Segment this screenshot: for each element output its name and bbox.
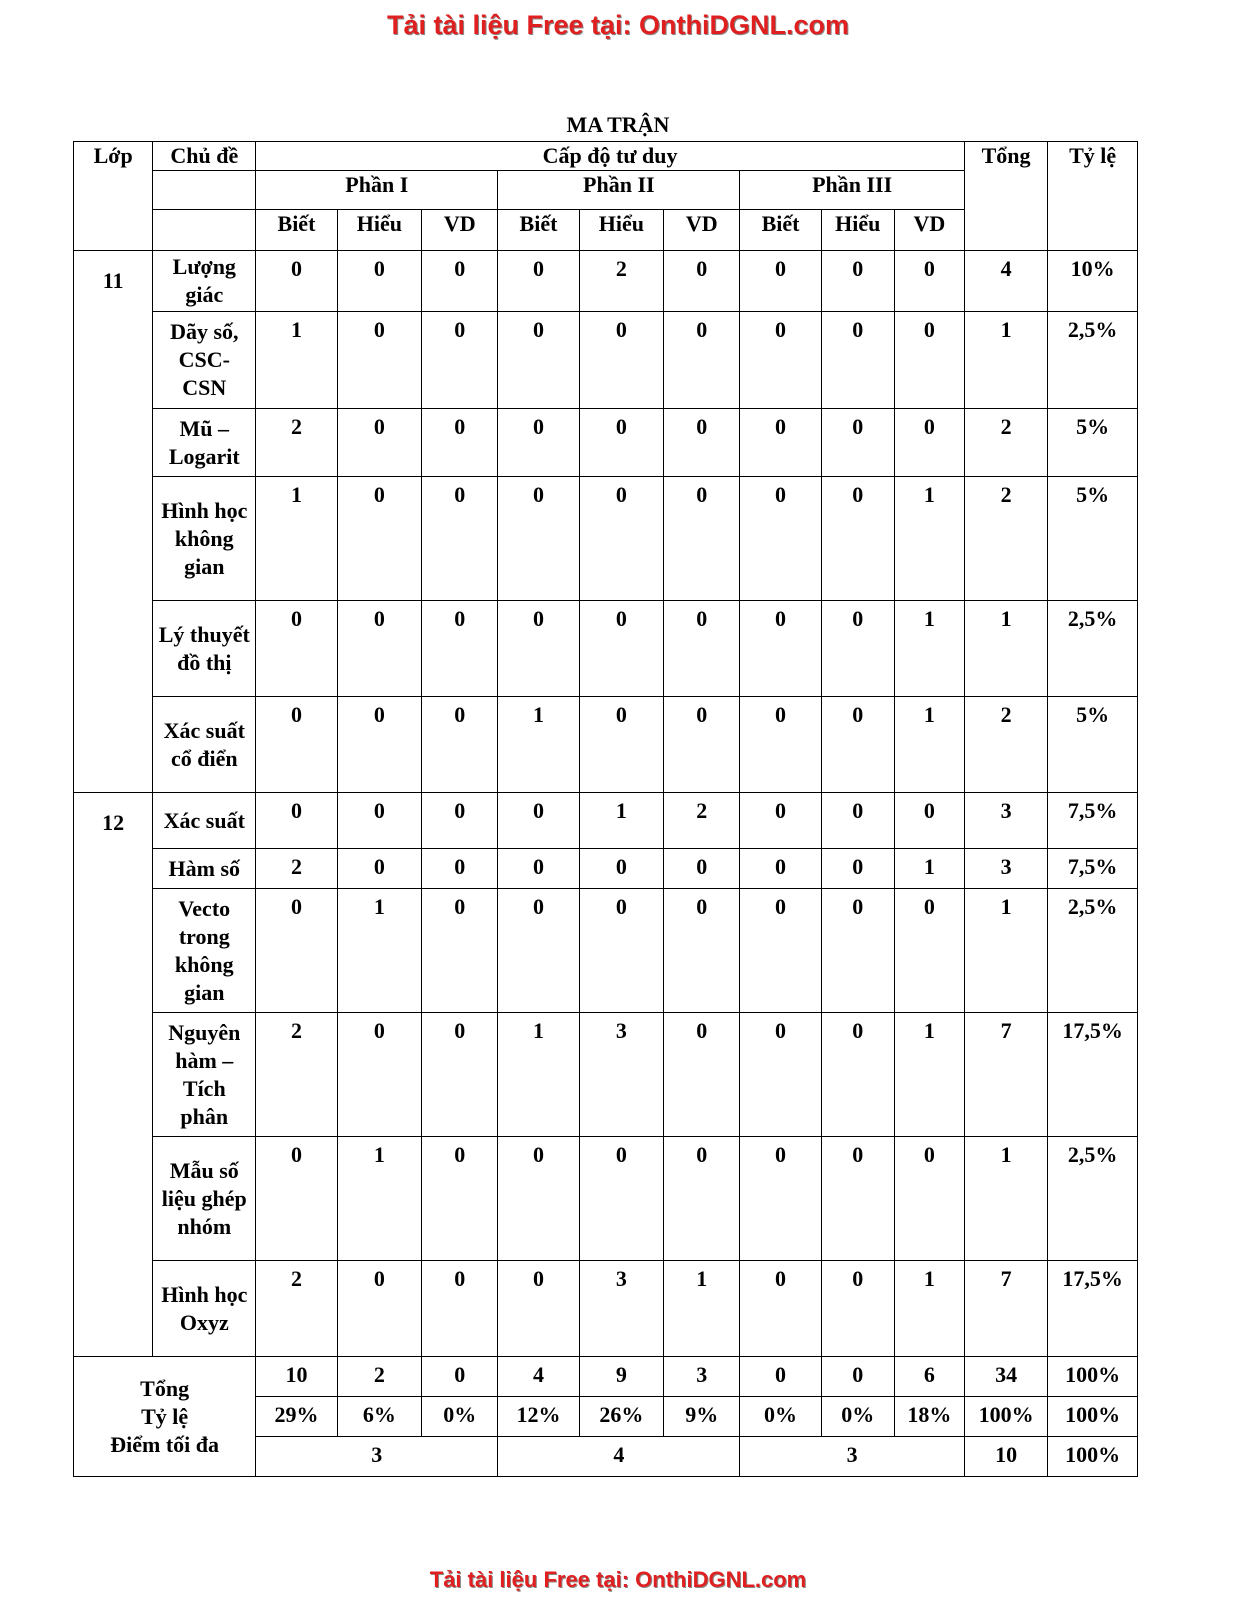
table-row — [74, 1013, 1138, 1137]
value-cell: 0 — [337, 1013, 421, 1137]
topic-cell: Vecto trong không gian — [153, 889, 256, 1013]
value-cell: 0 — [740, 1013, 821, 1137]
header-lop: Lớp — [74, 142, 153, 251]
table-row — [74, 849, 1138, 889]
total-cell: 2 — [964, 697, 1047, 793]
value-cell: 0 — [422, 1137, 498, 1261]
value-cell: 0 — [256, 889, 337, 1013]
header-tong: Tổng — [964, 142, 1047, 251]
sum-tyle-cell: 18% — [894, 1397, 964, 1437]
value-cell: 0 — [894, 1137, 964, 1261]
total-cell: 2 — [964, 477, 1047, 601]
header-chu-de: Chủ đề — [153, 142, 256, 171]
value-cell: 3 — [579, 1261, 663, 1357]
ratio-cell: 17,5% — [1048, 1261, 1138, 1357]
total-cell: 3 — [964, 793, 1047, 849]
value-cell: 0 — [498, 889, 579, 1013]
value-cell: 0 — [664, 601, 740, 697]
header-empty — [153, 210, 256, 251]
value-cell: 0 — [740, 1261, 821, 1357]
value-cell: 1 — [894, 601, 964, 697]
value-cell: 3 — [579, 1013, 663, 1137]
topic-cell: Mũ – Logarit — [153, 409, 256, 477]
value-cell: 0 — [821, 1261, 894, 1357]
value-cell: 0 — [821, 697, 894, 793]
ratio-cell: 5% — [1048, 697, 1138, 793]
value-cell: 0 — [579, 849, 663, 889]
value-cell: 0 — [664, 312, 740, 409]
sum-tyle-cell: 0% — [740, 1397, 821, 1437]
value-cell: 0 — [422, 697, 498, 793]
value-cell: 0 — [894, 889, 964, 1013]
sum-diem-total: 10 — [964, 1437, 1047, 1477]
value-cell: 0 — [422, 889, 498, 1013]
sum-tyle-cell: 12% — [498, 1397, 579, 1437]
sum-tyle-cell: 0% — [821, 1397, 894, 1437]
value-cell: 0 — [821, 1137, 894, 1261]
sum-tyle-cell: 6% — [337, 1397, 421, 1437]
topic-cell: Xác suất — [153, 793, 256, 849]
value-cell: 0 — [337, 251, 421, 312]
value-cell: 0 — [664, 697, 740, 793]
value-cell: 1 — [894, 1261, 964, 1357]
header-level: Hiểu — [337, 210, 421, 251]
value-cell: 0 — [498, 849, 579, 889]
total-cell: 3 — [964, 849, 1047, 889]
value-cell: 0 — [579, 889, 663, 1013]
value-cell: 1 — [894, 849, 964, 889]
value-cell: 1 — [337, 1137, 421, 1261]
sum-tong-cell: 0 — [740, 1357, 821, 1397]
ratio-cell: 17,5% — [1048, 1013, 1138, 1137]
page-title: MA TRẬN — [566, 112, 670, 137]
value-cell: 1 — [498, 697, 579, 793]
banner-top[interactable]: Tải tài liệu Free tại: OnthiDGNL.com — [386, 10, 850, 40]
value-cell: 0 — [422, 1013, 498, 1137]
topic-cell: Lý thuyết đồ thị — [153, 601, 256, 697]
value-cell: 0 — [821, 409, 894, 477]
topic-cell: Hàm số — [153, 849, 256, 889]
sum-tyle-cell: 26% — [579, 1397, 663, 1437]
value-cell: 0 — [740, 251, 821, 312]
value-cell: 2 — [256, 409, 337, 477]
header-empty — [153, 171, 256, 210]
value-cell: 0 — [740, 889, 821, 1013]
header-level: Hiểu — [821, 210, 894, 251]
value-cell: 0 — [422, 793, 498, 849]
value-cell: 0 — [579, 601, 663, 697]
value-cell: 1 — [256, 477, 337, 601]
table-row — [74, 697, 1138, 793]
header-level: VD — [894, 210, 964, 251]
header-level: Biết — [498, 210, 579, 251]
value-cell: 0 — [579, 1137, 663, 1261]
value-cell: 0 — [740, 697, 821, 793]
value-cell: 0 — [498, 793, 579, 849]
sum-tyle-cell: 0% — [422, 1397, 498, 1437]
value-cell: 0 — [498, 1137, 579, 1261]
value-cell: 2 — [256, 1013, 337, 1137]
value-cell: 0 — [740, 477, 821, 601]
value-cell: 0 — [821, 889, 894, 1013]
table-row — [74, 409, 1138, 477]
value-cell: 0 — [337, 697, 421, 793]
value-cell: 0 — [422, 477, 498, 601]
value-cell: 0 — [664, 251, 740, 312]
grade-label: 12 — [74, 793, 153, 1357]
value-cell: 0 — [821, 1013, 894, 1137]
sum-diem-cell: 3 — [256, 1437, 498, 1477]
ratio-cell: 7,5% — [1048, 793, 1138, 849]
header-level: VD — [664, 210, 740, 251]
value-cell: 0 — [256, 793, 337, 849]
value-cell: 0 — [740, 601, 821, 697]
sum-tong-total: 34 — [964, 1357, 1047, 1397]
value-cell: 1 — [894, 1013, 964, 1137]
header-part-1: Phần I — [256, 171, 498, 210]
table-row — [74, 477, 1138, 601]
value-cell: 1 — [894, 697, 964, 793]
value-cell: 0 — [894, 793, 964, 849]
sum-tong-cell: 0 — [422, 1357, 498, 1397]
table-row — [74, 312, 1138, 409]
table-row — [74, 1261, 1138, 1357]
value-cell: 0 — [256, 601, 337, 697]
value-cell: 0 — [337, 1261, 421, 1357]
sum-tyle-cell: 29% — [256, 1397, 337, 1437]
matrix-table — [73, 141, 1138, 1477]
value-cell: 0 — [740, 793, 821, 849]
value-cell: 1 — [664, 1261, 740, 1357]
value-cell: 0 — [664, 409, 740, 477]
value-cell: 0 — [740, 312, 821, 409]
ratio-cell: 2,5% — [1048, 889, 1138, 1013]
value-cell: 0 — [740, 1137, 821, 1261]
value-cell: 0 — [821, 477, 894, 601]
header-part-3: Phần III — [740, 171, 965, 210]
value-cell: 0 — [821, 793, 894, 849]
sum-tyle-cell: 9% — [664, 1397, 740, 1437]
summary-label: Tỷ lệ — [141, 1403, 189, 1429]
ratio-cell: 10% — [1048, 251, 1138, 312]
value-cell: 0 — [498, 601, 579, 697]
value-cell: 0 — [579, 312, 663, 409]
value-cell: 0 — [422, 1261, 498, 1357]
topic-cell: Nguyên hàm – Tích phân — [153, 1013, 256, 1137]
sum-diem-cell: 4 — [498, 1437, 740, 1477]
table-row — [74, 793, 1138, 849]
value-cell: 1 — [256, 312, 337, 409]
summary-labels — [74, 1357, 256, 1477]
value-cell: 2 — [256, 1261, 337, 1357]
topic-cell: Hình học không gian — [153, 477, 256, 601]
value-cell: 0 — [337, 312, 421, 409]
sum-tong-cell: 10 — [256, 1357, 337, 1397]
value-cell: 0 — [664, 1137, 740, 1261]
value-cell: 0 — [664, 849, 740, 889]
value-cell: 0 — [821, 251, 894, 312]
value-cell: 0 — [498, 251, 579, 312]
sum-tyle-ratio: 100% — [1048, 1397, 1138, 1437]
value-cell: 0 — [256, 251, 337, 312]
table-row — [74, 251, 1138, 312]
value-cell: 0 — [422, 312, 498, 409]
sum-tong-cell: 3 — [664, 1357, 740, 1397]
value-cell: 0 — [337, 477, 421, 601]
value-cell: 1 — [498, 1013, 579, 1137]
value-cell: 0 — [740, 409, 821, 477]
value-cell: 0 — [579, 409, 663, 477]
sum-diem-cell: 3 — [740, 1437, 965, 1477]
ratio-cell: 2,5% — [1048, 601, 1138, 697]
table-row — [74, 1137, 1138, 1261]
header-level: VD — [422, 210, 498, 251]
total-cell: 7 — [964, 1013, 1047, 1137]
header-part-2: Phần II — [498, 171, 740, 210]
topic-cell: Hình học Oxyz — [153, 1261, 256, 1357]
value-cell: 0 — [337, 409, 421, 477]
value-cell: 0 — [422, 849, 498, 889]
ratio-cell: 7,5% — [1048, 849, 1138, 889]
value-cell: 2 — [256, 849, 337, 889]
total-cell: 4 — [964, 251, 1047, 312]
table-row — [74, 601, 1138, 697]
sum-tong-cell: 0 — [821, 1357, 894, 1397]
value-cell: 0 — [498, 409, 579, 477]
sum-tong-cell: 2 — [337, 1357, 421, 1397]
value-cell: 1 — [894, 477, 964, 601]
value-cell: 0 — [664, 477, 740, 601]
value-cell: 0 — [664, 1013, 740, 1137]
value-cell: 0 — [498, 1261, 579, 1357]
total-cell: 1 — [964, 1137, 1047, 1261]
total-cell: 1 — [964, 312, 1047, 409]
value-cell: 0 — [821, 601, 894, 697]
value-cell: 0 — [256, 697, 337, 793]
ratio-cell: 5% — [1048, 477, 1138, 601]
total-cell: 2 — [964, 409, 1047, 477]
topic-cell: Dãy số, CSC-CSN — [153, 312, 256, 409]
value-cell: 0 — [422, 601, 498, 697]
header-level: Hiểu — [579, 210, 663, 251]
topic-cell: Lượng giác — [153, 251, 256, 312]
value-cell: 2 — [664, 793, 740, 849]
value-cell: 0 — [256, 1137, 337, 1261]
summary-label: Điểm tối đa — [110, 1431, 220, 1457]
grade-label: 11 — [74, 251, 153, 793]
ratio-cell: 2,5% — [1048, 1137, 1138, 1261]
total-cell: 1 — [964, 601, 1047, 697]
value-cell: 0 — [422, 251, 498, 312]
value-cell: 0 — [821, 312, 894, 409]
value-cell: 1 — [579, 793, 663, 849]
value-cell: 0 — [894, 409, 964, 477]
value-cell: 0 — [740, 849, 821, 889]
ratio-cell: 2,5% — [1048, 312, 1138, 409]
value-cell: 0 — [894, 312, 964, 409]
value-cell: 0 — [579, 477, 663, 601]
value-cell: 0 — [498, 477, 579, 601]
sum-tong-cell: 4 — [498, 1357, 579, 1397]
value-cell: 0 — [498, 312, 579, 409]
header-cap-do: Cấp độ tư duy — [256, 142, 965, 171]
table-row — [74, 889, 1138, 1013]
total-cell: 1 — [964, 889, 1047, 1013]
value-cell: 0 — [821, 849, 894, 889]
banner-bottom[interactable]: Tải tài liệu Free tại: OnthiDGNL.com — [429, 1567, 807, 1592]
value-cell: 0 — [337, 793, 421, 849]
total-cell: 7 — [964, 1261, 1047, 1357]
sum-tong-cell: 9 — [579, 1357, 663, 1397]
value-cell: 0 — [337, 849, 421, 889]
value-cell: 0 — [664, 889, 740, 1013]
summary-label: Tổng — [140, 1375, 190, 1401]
value-cell: 2 — [579, 251, 663, 312]
sum-tyle-total: 100% — [964, 1397, 1047, 1437]
ratio-cell: 5% — [1048, 409, 1138, 477]
sum-tong-ratio: 100% — [1048, 1357, 1138, 1397]
value-cell: 0 — [337, 601, 421, 697]
sum-tong-cell: 6 — [894, 1357, 964, 1397]
header-level: Biết — [740, 210, 821, 251]
topic-cell: Mẫu số liệu ghép nhóm — [153, 1137, 256, 1261]
topic-cell: Xác suất cổ điển — [153, 697, 256, 793]
sum-diem-ratio: 100% — [1048, 1437, 1138, 1477]
value-cell: 0 — [422, 409, 498, 477]
value-cell: 1 — [337, 889, 421, 1013]
value-cell: 0 — [894, 251, 964, 312]
header-level: Biết — [256, 210, 337, 251]
value-cell: 0 — [579, 697, 663, 793]
header-ty-le: Tỷ lệ — [1048, 142, 1138, 251]
